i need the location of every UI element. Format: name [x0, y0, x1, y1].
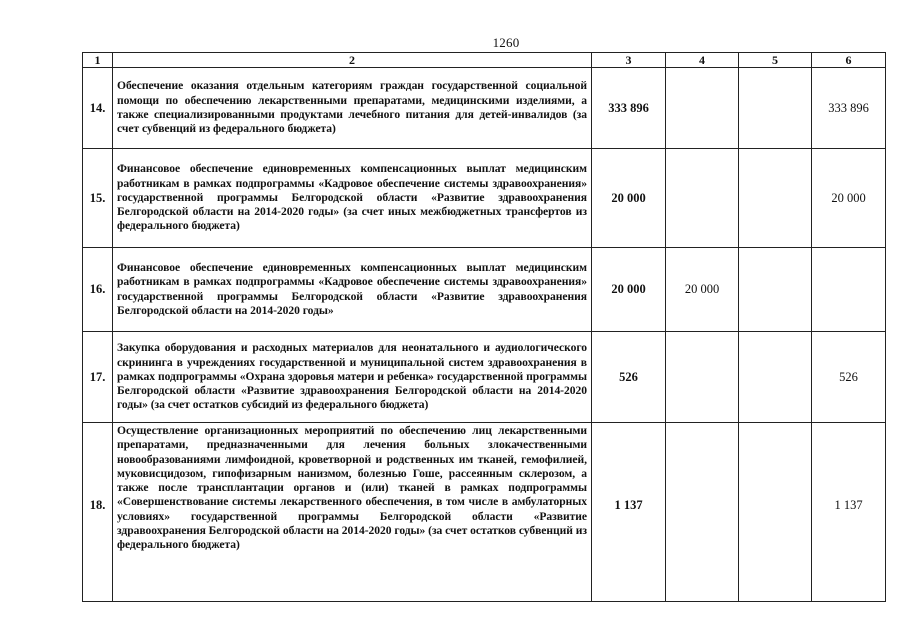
header-col-3: 3 — [592, 53, 666, 68]
row-number: 14. — [83, 68, 113, 149]
table-row — [83, 332, 886, 423]
row-col-4 — [666, 423, 739, 602]
row-col-4 — [666, 332, 739, 423]
budget-table — [82, 52, 886, 602]
row-col-3: 20 000 — [592, 248, 666, 332]
row-description: Осуществление организационных мероприятий по обеспечению лиц лекарственными препаратами, предназначенными для лечения больных злокачественными новообразованиями лимфоидной, кроветворной и родственных им тканей, гемофилией, муковисцидозом, гипофизарным нанизмом, болезнью Гоше, рассеянным склерозом, а также после трансплантации органов и (или) тканей в рамках подпрограммы «Совершенствование системы лекарственного обеспечения, в том числе в амбулаторных условиях» государственной программы Белгородской области «Развитие здравоохранения Белгородской области на 2014-2020 годы» (за счет остатков субвенций из федерального бюджета) — [113, 423, 592, 602]
row-description: Обеспечение оказания отдельным категориям граждан государственной социальной помощи по обеспечению лекарственными препаратами, медицинскими изделиями, а также специализированными продуктами лечебного питания для детей-инвалидов (за счет субвенций из федерального бюджета) — [113, 68, 592, 149]
row-col-3: 20 000 — [592, 149, 666, 248]
table-row — [83, 68, 886, 149]
row-col-3: 333 896 — [592, 68, 666, 149]
row-number: 16. — [83, 248, 113, 332]
table-row — [83, 423, 886, 602]
row-col-5 — [739, 332, 812, 423]
header-col-2: 2 — [113, 53, 592, 68]
row-col-6 — [812, 248, 886, 332]
row-description: Финансовое обеспечение единовременных компенсационных выплат медицинским работникам в рамках подпрограммы «Кадровое обеспечение системы здравоохранения» государственной программы Белгородской области «Развитие здравоохранения Белгородской области на 2014-2020 годы» (за счет иных межбюджетных трансфертов из федерального бюджета) — [113, 149, 592, 248]
header-col-5: 5 — [739, 53, 812, 68]
row-col-5 — [739, 423, 812, 602]
header-col-1: 1 — [83, 53, 113, 68]
row-col-6: 526 — [812, 332, 886, 423]
row-number: 15. — [83, 149, 113, 248]
table-row — [83, 248, 886, 332]
page-number: 1260 — [492, 35, 520, 50]
table-header-row — [83, 53, 886, 68]
row-col-6: 333 896 — [812, 68, 886, 149]
table-row — [83, 149, 886, 248]
row-number: 17. — [83, 332, 113, 423]
header-col-6: 6 — [812, 53, 886, 68]
row-col-5 — [739, 68, 812, 149]
row-col-6: 1 137 — [812, 423, 886, 602]
row-col-5 — [739, 248, 812, 332]
row-description: Финансовое обеспечение единовременных компенсационных выплат медицинским работникам в рамках подпрограммы «Кадровое обеспечение системы здравоохранения» государственной программы Белгородской области «Развитие здравоохранения Белгородской области на 2014-2020 годы» — [113, 248, 592, 332]
row-col-3: 526 — [592, 332, 666, 423]
row-col-4: 20 000 — [666, 248, 739, 332]
row-number: 18. — [83, 423, 113, 602]
row-col-5 — [739, 149, 812, 248]
row-description: Закупка оборудования и расходных материалов для неонатального и аудиологического скрининга в учреждениях государственной и муниципальной систем здравоохранения в рамках подпрограммы «Охрана здоровья матери и ребенка» государственной программы Белгородской области «Развитие здравоохранения Белгородской области на 2014-2020 годы» (за счет остатков субсидий из федерального бюджета) — [113, 332, 592, 423]
row-col-3: 1 137 — [592, 423, 666, 602]
header-col-4: 4 — [666, 53, 739, 68]
row-col-4 — [666, 149, 739, 248]
row-col-6: 20 000 — [812, 149, 886, 248]
row-col-4 — [666, 68, 739, 149]
